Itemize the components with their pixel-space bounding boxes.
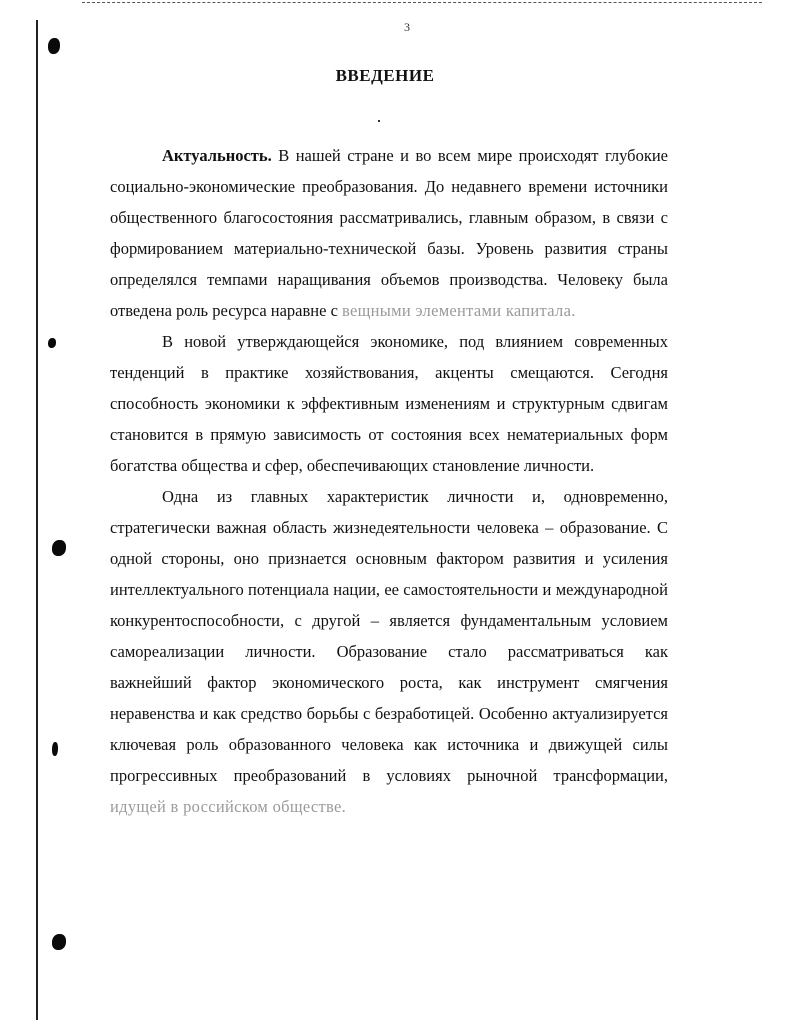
- paragraph-education: [110, 481, 668, 822]
- scan-top-edge: [82, 2, 762, 3]
- binding-hole-mark: [48, 38, 60, 54]
- paragraph-text: В новой утверждающейся экономике, под влиянием современных тенденций в практике хозяйствования, акценты смещаются. Сегодня способность экономики к эффективным изменениям и структурным сдвигам становится в прямую зависимость от состояния всех нематериальных форм богатства общества и сфер, обеспечивающих становление личности.: [110, 332, 668, 475]
- scan-margin-line: [36, 20, 38, 1020]
- paragraph-relevance: [110, 140, 668, 326]
- body-text: [110, 140, 668, 822]
- paragraph-lead: Актуальность.: [162, 146, 272, 165]
- scan-speck: [378, 120, 380, 122]
- binding-hole-mark: [52, 742, 58, 756]
- paragraph-new-economy: [110, 326, 668, 481]
- paragraph-text: В нашей стране и во всем мире происходят глубокие социально-экономические преобразования. До недавнего времени источники общественного благосостояния рассматривались, главным образом, в связи с формированием материально-технической базы. Уровень развития страны определялся темпами наращивания объемов производства. Человеку была отведена роль ресурса наравне с: [110, 146, 668, 320]
- paragraph-text: Одна из главных характеристик личности и, одновременно, стратегически важная область жизнедеятельности человека – образование. С одной стороны, оно признается основным фактором развития и усиления интеллектуального потенциала нации, ее самостоятельности и международной конкурентоспособности, с другой – является фундаментальным условием самореализации личности. Образование стало рассматриваться как важнейший фактор экономического роста, как инструмент смягчения неравенства и как средство борьбы с безработицей. Особенно актуализируется ключевая роль образованного человека как источника и движущей силы прогрессивных преобразований в условиях рыночной трансформации,: [110, 487, 668, 785]
- page-title: ВВЕДЕНИЕ: [335, 66, 435, 85]
- binding-hole-mark: [52, 540, 66, 556]
- faded-text: идущей в российском обществе.: [110, 797, 347, 816]
- binding-hole-mark: [52, 934, 66, 950]
- page-number: 3: [404, 20, 410, 34]
- binding-hole-mark: [48, 338, 56, 348]
- faded-text: вещными элементами капитала.: [342, 301, 576, 320]
